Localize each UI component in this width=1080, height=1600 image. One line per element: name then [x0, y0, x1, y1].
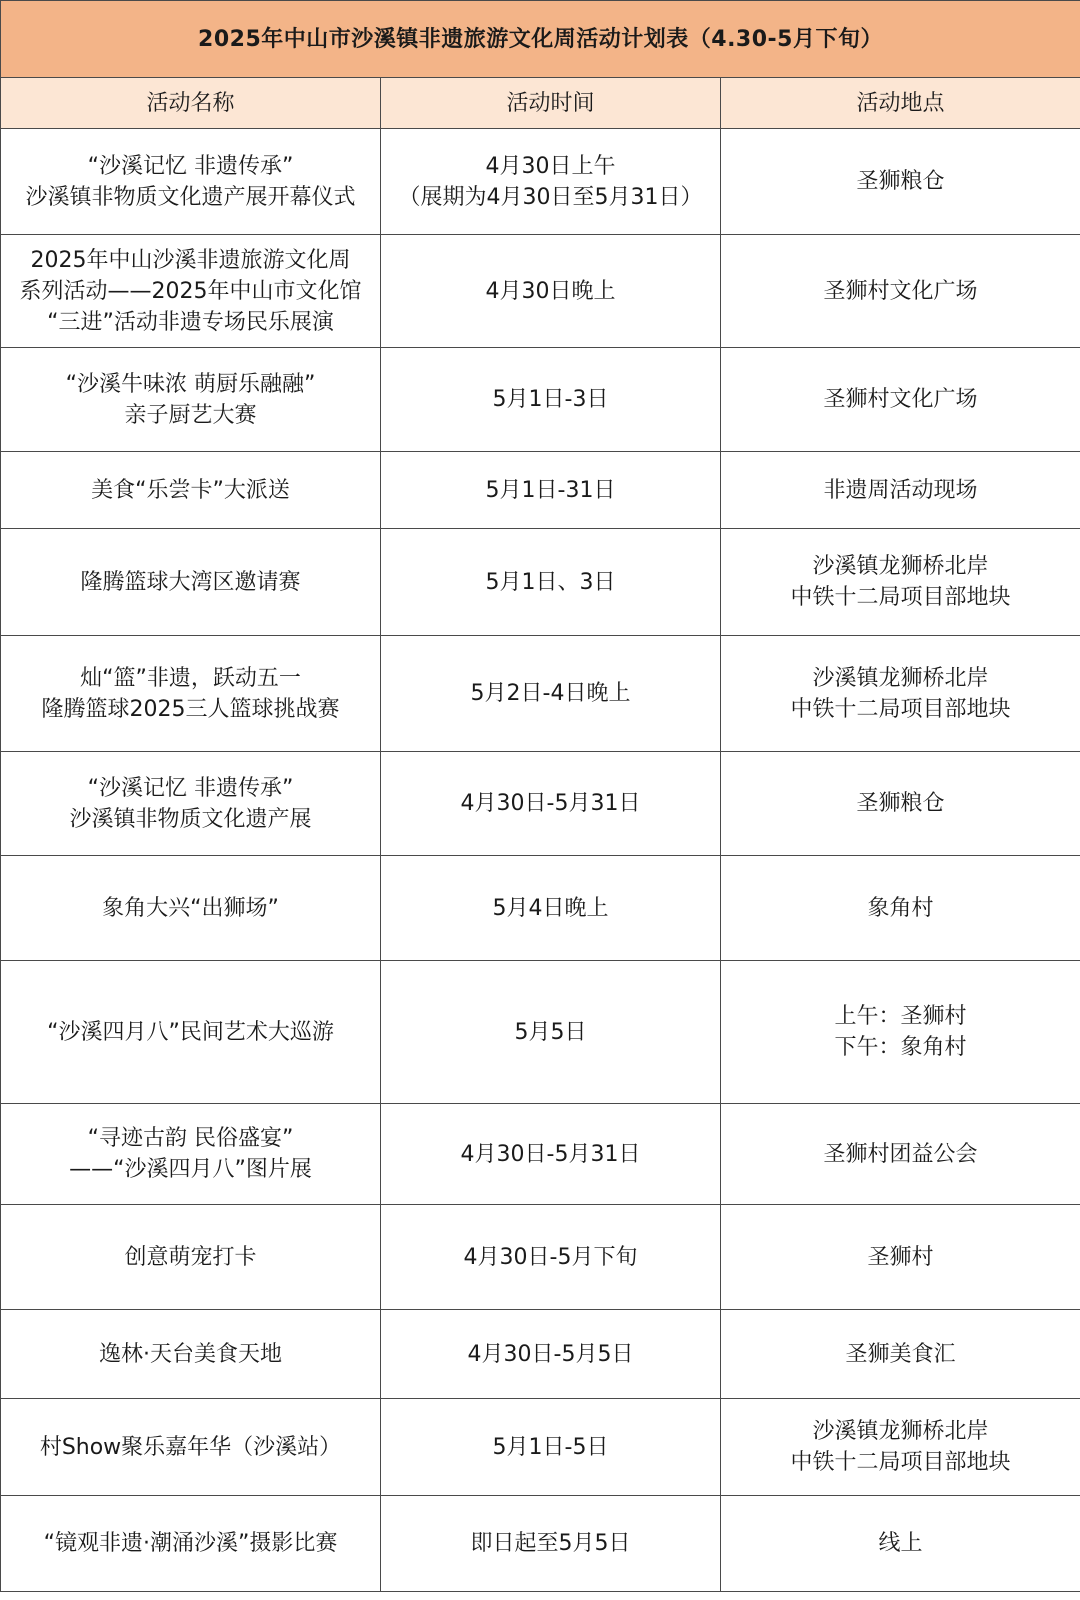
- activity-name-cell-line: “沙溪牛味浓 萌厨乐融融”: [65, 371, 316, 397]
- table-row: [1, 529, 1080, 636]
- activity-place-cell: [721, 1399, 1080, 1496]
- activity-place-cell-line: 象角村: [867, 895, 934, 921]
- activity-place-cell-line: 圣狮村: [867, 1244, 934, 1270]
- activity-time-cell-line: 5月5日: [514, 1019, 587, 1045]
- activity-name-cell: [1, 235, 381, 348]
- activity-time-cell-line: 4月30日上午: [485, 153, 616, 179]
- activity-place-cell-line: 沙溪镇龙狮桥北岸: [812, 1419, 989, 1444]
- activity-time-cell: [381, 1496, 721, 1592]
- activity-place-cell: [721, 235, 1080, 348]
- activity-time-cell: [381, 856, 721, 961]
- activity-time-cell: [381, 348, 721, 452]
- header-row: [1, 78, 1080, 129]
- activity-place-cell-line: 中铁十二局项目部地块: [790, 696, 1011, 722]
- table-row: [1, 961, 1080, 1104]
- activity-time-cell-line: 4月30日-5月31日: [460, 1141, 641, 1167]
- activity-place-cell-line: 中铁十二局项目部地块: [790, 1450, 1011, 1475]
- activity-name-cell-line: “三进”活动非遗专场民乐展演: [47, 309, 334, 335]
- activity-place-cell: [721, 1205, 1080, 1310]
- activity-time-cell: [381, 235, 721, 348]
- table-body: [1, 129, 1080, 1592]
- activity-place-cell-line: 下午：象角村: [834, 1035, 967, 1060]
- activity-place-cell-line: 非遗周活动现场: [823, 477, 978, 503]
- activity-place-cell: [721, 856, 1080, 961]
- activity-name-cell-line: “寻迹古韵 民俗盛宴”: [87, 1126, 294, 1151]
- activity-name-cell: [1, 1310, 381, 1399]
- activity-time-cell: [381, 961, 721, 1104]
- activity-time-cell: [381, 1104, 721, 1205]
- table-row: [1, 1496, 1080, 1592]
- table-row: [1, 1205, 1080, 1310]
- activity-name-cell-line: 系列活动——2025年中山市文化馆: [19, 278, 362, 304]
- activity-name-cell: [1, 1496, 381, 1592]
- activity-time-cell: [381, 452, 721, 529]
- table-row: [1, 1399, 1080, 1496]
- activity-name-cell: [1, 1104, 381, 1205]
- activity-time-cell-line: 5月1日-31日: [485, 477, 616, 503]
- activity-name-cell: [1, 752, 381, 856]
- activity-place-cell-line: 沙溪镇龙狮桥北岸: [812, 665, 989, 691]
- table-row: [1, 452, 1080, 529]
- activity-name-cell: [1, 348, 381, 452]
- activity-name-cell-line: 2025年中山沙溪非遗旅游文化周: [30, 247, 351, 273]
- activity-time-cell-line: 即日起至5月5日: [470, 1531, 631, 1556]
- table-row: [1, 235, 1080, 348]
- activity-name-cell-line: 创意萌宠打卡: [124, 1244, 257, 1270]
- activity-place-cell-line: 沙溪镇龙狮桥北岸: [812, 554, 989, 579]
- activity-name-cell: [1, 1205, 381, 1310]
- table-row: [1, 752, 1080, 856]
- activity-time-cell-line: 5月4日晚上: [492, 895, 609, 921]
- activity-name-cell: [1, 529, 381, 636]
- activity-place-cell: [721, 1310, 1080, 1399]
- table-row: [1, 1104, 1080, 1205]
- activity-name-cell-line: 隆腾篮球2025三人篮球挑战赛: [41, 696, 340, 722]
- activity-place-cell: [721, 529, 1080, 636]
- activity-place-cell: [721, 129, 1080, 235]
- activity-time-cell: [381, 529, 721, 636]
- activity-place-cell: [721, 1496, 1080, 1592]
- activity-place-cell: [721, 348, 1080, 452]
- activity-name-cell-line: 村Show聚乐嘉年华（沙溪站）: [39, 1434, 342, 1460]
- activity-place-cell: [721, 752, 1080, 856]
- table-row: [1, 348, 1080, 452]
- activity-name-cell-line: 沙溪镇非物质文化遗产展开幕仪式: [25, 184, 356, 210]
- activity-time-cell-line: 4月30日-5月31日: [460, 791, 641, 816]
- activity-time-cell-line: 5月1日、3日: [485, 569, 616, 595]
- activity-time-cell-line: 5月1日-5日: [492, 1434, 609, 1460]
- activity-name-cell: [1, 636, 381, 752]
- table-row: [1, 856, 1080, 961]
- activity-name-cell: [1, 1399, 381, 1496]
- activity-name-cell-line: 沙溪镇非物质文化遗产展: [69, 806, 312, 832]
- column-header-place: 活动地点: [721, 78, 1080, 129]
- activity-time-cell: [381, 129, 721, 235]
- activity-name-cell-line: 亲子厨艺大赛: [124, 402, 257, 428]
- activity-place-cell-line: 圣狮村团益公会: [823, 1141, 978, 1167]
- activity-time-cell: [381, 1205, 721, 1310]
- activity-time-cell-line: （展期为4月30日至5月31日）: [398, 184, 703, 210]
- table-row: [1, 636, 1080, 752]
- table-row: [1, 129, 1080, 235]
- table-title: 2025年中山市沙溪镇非遗旅游文化周活动计划表（4.30-5月下旬）: [1, 1, 1080, 78]
- activity-time-cell-line: 4月30日-5月下旬: [463, 1244, 638, 1270]
- activity-name-cell: [1, 961, 381, 1104]
- activity-place-cell: [721, 452, 1080, 529]
- activity-name-cell-line: ——“沙溪四月八”图片展: [69, 1157, 312, 1182]
- activity-time-cell-line: 4月30日-5月5日: [467, 1341, 634, 1367]
- activity-time-cell: [381, 752, 721, 856]
- title-row: [1, 1, 1080, 78]
- column-header-name: 活动名称: [1, 78, 381, 129]
- activity-name-cell-line: “镜观非遗·潮涌沙溪”摄影比赛: [43, 1531, 338, 1556]
- activity-name-cell: [1, 129, 381, 235]
- activity-place-cell: [721, 1104, 1080, 1205]
- table-row: [1, 1310, 1080, 1399]
- activity-name-cell-line: 美食“乐尝卡”大派送: [91, 477, 290, 503]
- activity-place-cell-line: 圣狮粮仓: [856, 791, 945, 816]
- activity-place-cell-line: 圣狮村文化广场: [823, 387, 978, 412]
- activity-time-cell: [381, 636, 721, 752]
- activity-place-cell-line: 圣狮美食汇: [845, 1341, 956, 1367]
- activity-time-cell: [381, 1399, 721, 1496]
- activity-name-cell: [1, 856, 381, 961]
- activity-name-cell-line: 逸林·天台美食天地: [99, 1341, 282, 1367]
- activity-name-cell-line: “沙溪记忆 非遗传承”: [87, 153, 294, 179]
- activity-name-cell-line: “沙溪记忆 非遗传承”: [87, 775, 294, 801]
- activity-time-cell-line: 5月2日-4日晚上: [470, 681, 631, 706]
- activity-name-cell-line: 灿“篮”非遗，跃动五一: [80, 665, 301, 691]
- activity-time-cell-line: 4月30日晚上: [485, 278, 616, 304]
- activity-name-cell-line: 隆腾篮球大湾区邀请赛: [80, 569, 301, 595]
- activity-name-cell: [1, 452, 381, 529]
- activity-place-cell-line: 中铁十二局项目部地块: [790, 585, 1011, 610]
- activity-place-cell-line: 圣狮村文化广场: [823, 278, 978, 304]
- activity-place-cell: [721, 636, 1080, 752]
- activity-place-cell-line: 线上: [878, 1531, 923, 1556]
- activity-time-cell: [381, 1310, 721, 1399]
- activity-place-cell: [721, 961, 1080, 1104]
- activity-name-cell-line: 象角大兴“出狮场”: [102, 895, 279, 921]
- activity-place-cell-line: 圣狮粮仓: [856, 169, 945, 194]
- activity-time-cell-line: 5月1日-3日: [492, 387, 609, 412]
- activity-name-cell-line: “沙溪四月八”民间艺术大巡游: [47, 1019, 334, 1045]
- column-header-time: 活动时间: [381, 78, 721, 129]
- activity-place-cell-line: 上午：圣狮村: [834, 1004, 967, 1029]
